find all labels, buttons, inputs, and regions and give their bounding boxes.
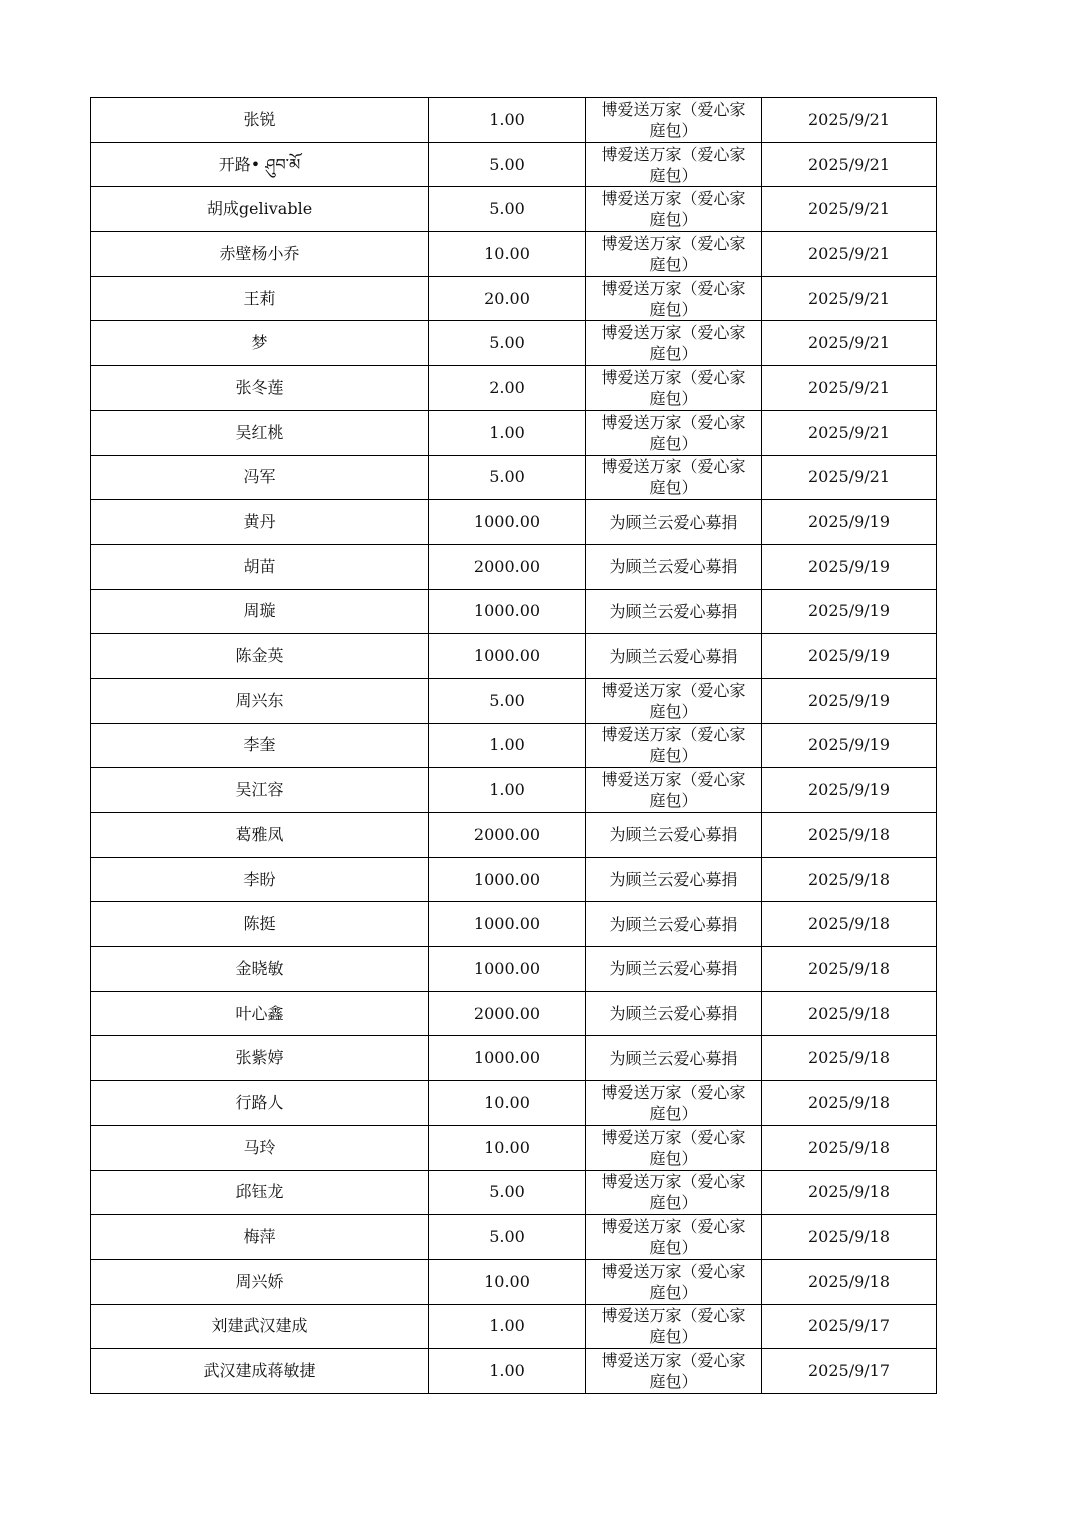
project-cell: 博爱送万家（爱心家 庭包） <box>586 276 762 321</box>
amount-cell: 1.00 <box>429 98 586 143</box>
amount-cell: 1000.00 <box>429 857 586 902</box>
amount-cell: 10.00 <box>429 1081 586 1126</box>
date-cell: 2025/9/18 <box>762 1081 937 1126</box>
project-cell: 博爱送万家（爱心家 庭包） <box>586 1259 762 1304</box>
date-cell: 2025/9/21 <box>762 142 937 187</box>
donor-name-cell: 周璇 <box>91 589 429 634</box>
amount-cell: 10.00 <box>429 1125 586 1170</box>
table-row <box>91 723 937 768</box>
project-cell: 博爱送万家（爱心家 庭包） <box>586 1349 762 1394</box>
donor-name-cell: 李奎 <box>91 723 429 768</box>
amount-cell: 10.00 <box>429 232 586 277</box>
donor-name-cell: 李盼 <box>91 857 429 902</box>
donor-name-cell: 张冬莲 <box>91 366 429 411</box>
table-row <box>91 768 937 813</box>
project-cell: 为顾兰云爱心募捐 <box>586 634 762 679</box>
date-cell: 2025/9/17 <box>762 1349 937 1394</box>
amount-cell: 10.00 <box>429 1259 586 1304</box>
table-row <box>91 544 937 589</box>
amount-cell: 2000.00 <box>429 544 586 589</box>
project-cell: 为顾兰云爱心募捐 <box>586 500 762 545</box>
donor-name-cell: 邱钰龙 <box>91 1170 429 1215</box>
donor-name-cell: 周兴娇 <box>91 1259 429 1304</box>
table-row <box>91 947 937 992</box>
donor-name-cell: 武汉建成蒋敏捷 <box>91 1349 429 1394</box>
amount-cell: 5.00 <box>429 1170 586 1215</box>
project-cell: 为顾兰云爱心募捐 <box>586 857 762 902</box>
date-cell: 2025/9/18 <box>762 991 937 1036</box>
date-cell: 2025/9/19 <box>762 500 937 545</box>
date-cell: 2025/9/19 <box>762 723 937 768</box>
project-cell: 为顾兰云爱心募捐 <box>586 813 762 858</box>
donor-name-cell: 行路人 <box>91 1081 429 1126</box>
date-cell: 2025/9/18 <box>762 1215 937 1260</box>
table-row <box>91 1081 937 1126</box>
table-row <box>91 1349 937 1394</box>
project-cell: 为顾兰云爱心募捐 <box>586 947 762 992</box>
date-cell: 2025/9/19 <box>762 678 937 723</box>
date-cell: 2025/9/18 <box>762 857 937 902</box>
table-row <box>91 857 937 902</box>
donor-name-cell: 开路• ཤུབ་མོ <box>91 142 429 187</box>
table-row <box>91 276 937 321</box>
date-cell: 2025/9/18 <box>762 902 937 947</box>
date-cell: 2025/9/18 <box>762 1125 937 1170</box>
amount-cell: 2000.00 <box>429 991 586 1036</box>
project-cell: 博爱送万家（爱心家 庭包） <box>586 1215 762 1260</box>
date-cell: 2025/9/21 <box>762 321 937 366</box>
amount-cell: 1.00 <box>429 410 586 455</box>
table-row <box>91 500 937 545</box>
donor-name-cell: 张紫婷 <box>91 1036 429 1081</box>
amount-cell: 5.00 <box>429 455 586 500</box>
project-cell: 博爱送万家（爱心家 庭包） <box>586 1081 762 1126</box>
table-row <box>91 98 937 143</box>
table-row <box>91 455 937 500</box>
amount-cell: 1000.00 <box>429 589 586 634</box>
amount-cell: 2.00 <box>429 366 586 411</box>
donor-name-cell: 吴江容 <box>91 768 429 813</box>
date-cell: 2025/9/19 <box>762 768 937 813</box>
table-row <box>91 1036 937 1081</box>
date-cell: 2025/9/18 <box>762 947 937 992</box>
amount-cell: 1000.00 <box>429 902 586 947</box>
project-cell: 为顾兰云爱心募捐 <box>586 589 762 634</box>
donor-name-cell: 梦 <box>91 321 429 366</box>
donor-name-cell: 陈金英 <box>91 634 429 679</box>
project-cell: 博爱送万家（爱心家 庭包） <box>586 410 762 455</box>
amount-cell: 5.00 <box>429 321 586 366</box>
project-cell: 博爱送万家（爱心家 庭包） <box>586 98 762 143</box>
amount-cell: 1.00 <box>429 768 586 813</box>
date-cell: 2025/9/19 <box>762 589 937 634</box>
amount-cell: 1000.00 <box>429 634 586 679</box>
project-cell: 博爱送万家（爱心家 庭包） <box>586 321 762 366</box>
project-cell: 博爱送万家（爱心家 庭包） <box>586 1304 762 1349</box>
donor-name-cell: 吴红桃 <box>91 410 429 455</box>
donor-name-cell: 叶心鑫 <box>91 991 429 1036</box>
donor-name-cell: 张锐 <box>91 98 429 143</box>
amount-cell: 5.00 <box>429 1215 586 1260</box>
donor-name-cell: 胡苗 <box>91 544 429 589</box>
date-cell: 2025/9/21 <box>762 410 937 455</box>
amount-cell: 2000.00 <box>429 813 586 858</box>
table-row <box>91 1304 937 1349</box>
date-cell: 2025/9/21 <box>762 98 937 143</box>
date-cell: 2025/9/19 <box>762 544 937 589</box>
date-cell: 2025/9/18 <box>762 813 937 858</box>
donor-name-cell: 金晓敏 <box>91 947 429 992</box>
amount-cell: 5.00 <box>429 678 586 723</box>
amount-cell: 5.00 <box>429 187 586 232</box>
amount-cell: 1000.00 <box>429 500 586 545</box>
amount-cell: 20.00 <box>429 276 586 321</box>
amount-cell: 5.00 <box>429 142 586 187</box>
table-row <box>91 1215 937 1260</box>
table-row <box>91 813 937 858</box>
project-cell: 为顾兰云爱心募捐 <box>586 1036 762 1081</box>
project-cell: 博爱送万家（爱心家 庭包） <box>586 187 762 232</box>
date-cell: 2025/9/21 <box>762 276 937 321</box>
project-cell: 为顾兰云爱心募捐 <box>586 544 762 589</box>
table-row <box>91 232 937 277</box>
donor-name-cell: 葛雅凤 <box>91 813 429 858</box>
donor-name-cell: 梅萍 <box>91 1215 429 1260</box>
donor-name-cell: 赤壁杨小乔 <box>91 232 429 277</box>
donation-table-body <box>91 98 937 1394</box>
project-cell: 博爱送万家（爱心家 庭包） <box>586 455 762 500</box>
table-row <box>91 187 937 232</box>
project-cell: 博爱送万家（爱心家 庭包） <box>586 1170 762 1215</box>
project-cell: 博爱送万家（爱心家 庭包） <box>586 678 762 723</box>
donation-table <box>90 97 937 1394</box>
project-cell: 博爱送万家（爱心家 庭包） <box>586 142 762 187</box>
donor-name-cell: 周兴东 <box>91 678 429 723</box>
table-row <box>91 410 937 455</box>
date-cell: 2025/9/21 <box>762 187 937 232</box>
donor-name-cell: 陈挺 <box>91 902 429 947</box>
date-cell: 2025/9/18 <box>762 1259 937 1304</box>
table-row <box>91 1259 937 1304</box>
donor-name-cell: 刘建武汉建成 <box>91 1304 429 1349</box>
project-cell: 博爱送万家（爱心家 庭包） <box>586 768 762 813</box>
amount-cell: 1000.00 <box>429 947 586 992</box>
table-row <box>91 991 937 1036</box>
project-cell: 博爱送万家（爱心家 庭包） <box>586 723 762 768</box>
date-cell: 2025/9/21 <box>762 455 937 500</box>
donor-name-cell: 胡成gelivable <box>91 187 429 232</box>
project-cell: 博爱送万家（爱心家 庭包） <box>586 366 762 411</box>
amount-cell: 1.00 <box>429 1304 586 1349</box>
table-row <box>91 902 937 947</box>
project-cell: 博爱送万家（爱心家 庭包） <box>586 232 762 277</box>
date-cell: 2025/9/21 <box>762 232 937 277</box>
table-row <box>91 321 937 366</box>
donor-name-cell: 冯军 <box>91 455 429 500</box>
date-cell: 2025/9/21 <box>762 366 937 411</box>
amount-cell: 1000.00 <box>429 1036 586 1081</box>
table-row <box>91 1170 937 1215</box>
date-cell: 2025/9/18 <box>762 1170 937 1215</box>
donor-name-cell: 王莉 <box>91 276 429 321</box>
donor-name-cell: 马玲 <box>91 1125 429 1170</box>
table-row <box>91 366 937 411</box>
table-row <box>91 589 937 634</box>
table-row <box>91 634 937 679</box>
date-cell: 2025/9/18 <box>762 1036 937 1081</box>
project-cell: 为顾兰云爱心募捐 <box>586 991 762 1036</box>
project-cell: 为顾兰云爱心募捐 <box>586 902 762 947</box>
date-cell: 2025/9/19 <box>762 634 937 679</box>
date-cell: 2025/9/17 <box>762 1304 937 1349</box>
amount-cell: 1.00 <box>429 1349 586 1394</box>
project-cell: 博爱送万家（爱心家 庭包） <box>586 1125 762 1170</box>
table-row <box>91 1125 937 1170</box>
table-row <box>91 678 937 723</box>
amount-cell: 1.00 <box>429 723 586 768</box>
table-row <box>91 142 937 187</box>
donor-name-cell: 黄丹 <box>91 500 429 545</box>
